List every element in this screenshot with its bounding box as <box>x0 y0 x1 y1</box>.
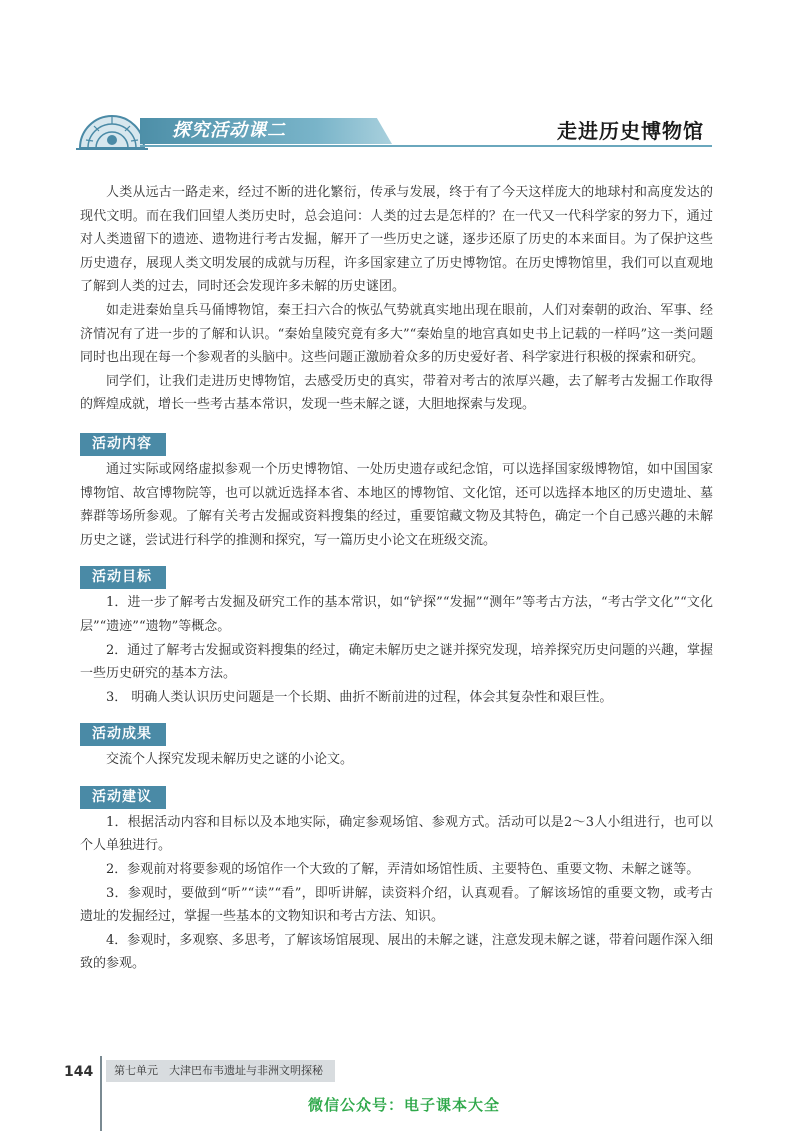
section-paragraph: 1．进一步了解考古发掘及研究工作的基本常识，如“铲探”“发掘”“测年”等考古方法，“考古学文化”“文化层”“遗迹”“遗物”等概念。 <box>80 595 713 634</box>
section-activity-content <box>80 433 713 552</box>
section-heading: 活动成果 <box>80 723 166 746</box>
section-paragraph: 3．参观时，要做到“听”“读”“看”，即听讲解，读资料介绍，认真观看。了解该场馆的重要文物，或考古遗址的发掘经过，掌握一些基本的文物知识和考古方法、知识。 <box>80 885 713 925</box>
watermark: 微信公众号：电子课本大全 <box>308 1096 501 1114</box>
section-activity-suggestions <box>80 786 713 976</box>
section-paragraph: 1．根据活动内容和目标以及本地实际，确定参观场馆、参观方式。活动可以是2～3人小组进行，也可以个人单独进行。 <box>80 814 713 854</box>
section-paragraph: 4．参观时，多观察、多思考，了解该场馆展现、展出的未解之谜，注意发现未解之谜，带着问题作深入细致的参观。 <box>80 932 713 972</box>
main-content <box>80 181 713 976</box>
section-activity-results <box>80 723 713 772</box>
section-title: 探究活动课二 <box>172 120 286 141</box>
section-paragraph: 3． 明确人类认识历史问题是一个长期、曲折不断前进的过程，体会其复杂性和艰巨性。 <box>106 689 613 705</box>
section-paragraph: 2．通过了解考古发掘或资料搜集的经过，确定未解历史之谜并探究发现，培养探究历史问题的兴趣，掌握一些历史研究的基本方法。 <box>80 642 713 682</box>
section-activity-goals <box>80 566 713 709</box>
intro-paragraph: 如走进秦始皇兵马俑博物馆，秦王扫六合的恢弘气势就真实地出现在眼前，人们对秦朝的政治、军事、经济情况有了进一步的了解和认识。“秦始皇陵究竟有多大”“秦始皇的地宫真如史书上记载的一样吗”这一类问题同时也出现在每一个参观者的头脑中。这些问题正激励着众多的历史爱好者、科学家进行积极的探索和研究。 <box>80 302 713 366</box>
section-paragraph: 2．参观前对将要参观的场馆作一个大致的了解，弄清如场馆性质、主要特色、重要文物、未解之谜等。 <box>106 862 700 878</box>
page-footer <box>60 1056 740 1131</box>
footer-divider <box>100 1056 102 1131</box>
section-heading: 活动目标 <box>80 566 166 589</box>
section-paragraph: 交流个人探究发现未解历史之谜的小论文。 <box>106 752 354 768</box>
section-heading: 活动内容 <box>80 433 166 456</box>
intro-paragraph: 人类从远古一路走来，经过不断的进化繁衍，传承与发展，终于有了今天这样庞大的地球村和高度发达的现代文明。而在我们回望人类历史时，总会追问：人类的过去是怎样的？在一代又一代科学家的努力下，通过对人类遗留下的遗迹、遗物进行考古发掘，解开了一些历史之谜，逐步还原了历史的本来面目。为了保护这些历史遗存，展现人类文明发展的成就与历程，许多国家建立了历史博物馆。在历史博物馆里，我们可以直观地了解到人类的过去，同时还会发现许多未解的历史谜团。 <box>80 185 713 295</box>
section-heading: 活动建议 <box>80 786 166 809</box>
header-divider <box>140 145 712 147</box>
page-header <box>72 96 712 156</box>
intro-paragraph: 同学们，让我们走进历史博物馆，去感受历史的真实，带着对考古的浓厚兴趣，去了解考古发掘工作取得的辉煌成就，增长一些考古基本常识，发现一些未解之谜，大胆地探索与发现。 <box>80 373 713 413</box>
page-number: 144 <box>64 1064 94 1080</box>
page-title: 走进历史博物馆 <box>557 119 704 143</box>
unit-label: 第七单元 大津巴布韦遗址与非洲文明探秘 <box>106 1060 335 1082</box>
section-paragraph: 通过实际或网络虚拟参观一个历史博物馆、一处历史遗存或纪念馆，可以选择国家级博物馆，如中国国家博物馆、故宫博物院等，也可以就近选择本省、本地区的博物馆、文化馆，还可以选择本地区的历史遗址、墓葬群等场所参观。了解有关考古发掘或资料搜集的经过，重要馆藏文物及其特色，确定一个自己感兴趣的未解历史之谜，尝试进行科学的推测和探究，写一篇历史小论文在班级交流。 <box>80 461 713 548</box>
